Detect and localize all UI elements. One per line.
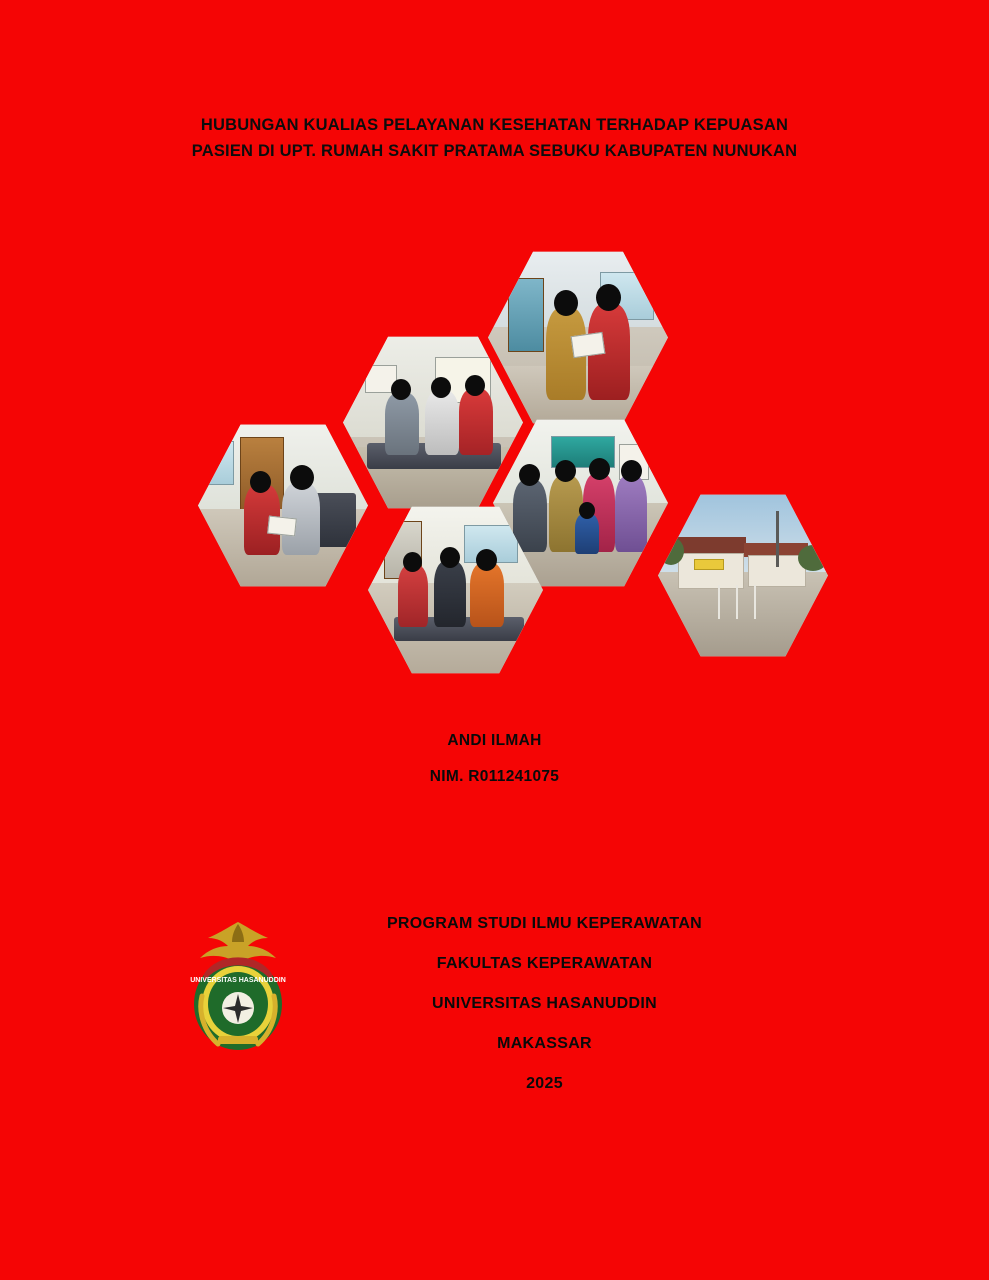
logo-ring-text: UNIVERSITAS HASANUDDIN: [190, 977, 286, 984]
person-silhouette: [470, 563, 504, 627]
footer-block: [0, 915, 989, 1093]
footer-line-faculty: FAKULTAS KEPERAWATAN: [436, 955, 653, 972]
person-silhouette: [575, 514, 599, 554]
person-silhouette: [434, 561, 466, 627]
collage-photo-left: [198, 423, 368, 588]
collage-photo-right: [658, 493, 828, 658]
author-block: [0, 732, 989, 786]
footer-line-university: UNIVERSITAS HASANUDDIN: [432, 995, 657, 1012]
collage-photo-top: [488, 250, 668, 425]
person-silhouette: [513, 480, 547, 552]
person-silhouette: [425, 391, 459, 455]
footer-line-city: MAKASSAR: [497, 1035, 592, 1052]
title-line-2: PASIEN DI UPT. RUMAH SAKIT PRATAMA SEBUKU KABUPATEN NUNUKAN: [191, 142, 798, 160]
footer-line-year: 2025: [526, 1075, 563, 1092]
page-title: [0, 112, 989, 164]
author-nim: NIM. R011241075: [429, 768, 560, 785]
person-silhouette: [385, 393, 419, 455]
footer-line-program: PROGRAM STUDI ILMU KEPERAWATAN: [386, 915, 703, 932]
collage-photo-upper-left: [343, 335, 523, 510]
person-silhouette: [615, 476, 647, 552]
photo-collage: [178, 240, 838, 670]
author-name: ANDI ILMAH: [447, 732, 542, 749]
title-line-1: HUBUNGAN KUALIAS PELAYANAN KESEHATAN TERHADAP KEPUASAN: [200, 116, 789, 134]
person-silhouette: [459, 389, 493, 455]
person-silhouette: [398, 565, 428, 627]
